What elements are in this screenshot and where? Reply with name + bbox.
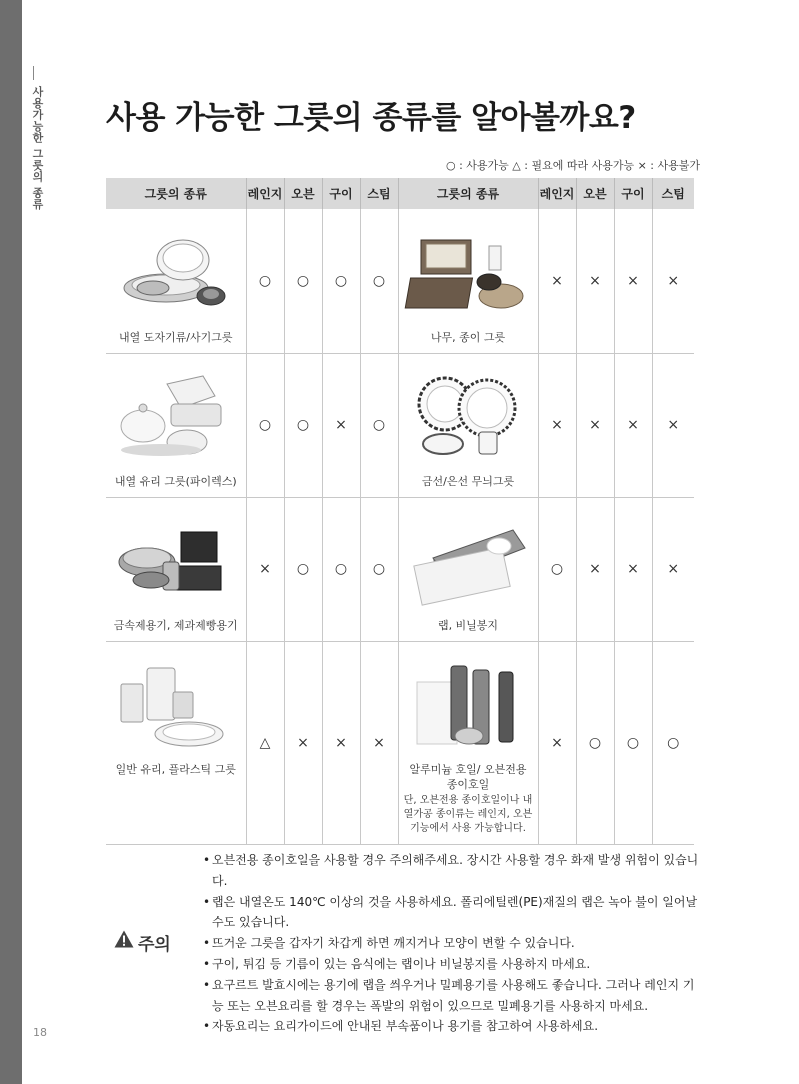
oven-mark: × xyxy=(284,641,322,844)
steam-mark: × xyxy=(652,353,694,497)
warning-triangle-icon xyxy=(114,930,134,948)
grill-mark: × xyxy=(322,641,360,844)
range-mark: ○ xyxy=(246,353,284,497)
grill-mark: ○ xyxy=(322,497,360,641)
grill-mark: × xyxy=(322,353,360,497)
column-header: 오븐 xyxy=(576,178,614,209)
glass-plastic-containers-image xyxy=(111,662,241,752)
column-header: 스팀 xyxy=(360,178,398,209)
item-note: 단, 오븐전용 종이호일이나 내열가공 종이류는 레인지, 오븐 기능에서 사용 가능합니다. xyxy=(403,794,533,834)
range-mark: ○ xyxy=(246,209,284,353)
item-name: 내열 유리 그릇(파이렉스) xyxy=(114,474,237,488)
column-header: 그릇의 종류 xyxy=(398,178,538,209)
wrap-vinyl-bag-image xyxy=(403,518,533,608)
side-tab-bar xyxy=(0,0,22,1084)
side-divider xyxy=(33,66,34,80)
column-header: 오븐 xyxy=(284,178,322,209)
table-row xyxy=(106,353,694,497)
oven-mark: ○ xyxy=(576,641,614,844)
column-header: 구이 xyxy=(614,178,652,209)
column-header: 스팀 xyxy=(652,178,694,209)
item-cell xyxy=(398,497,538,641)
steam-mark: ○ xyxy=(360,497,398,641)
grill-mark: ○ xyxy=(322,209,360,353)
column-header: 레인지 xyxy=(246,178,284,209)
foil-paper-image xyxy=(403,662,533,752)
oven-mark: × xyxy=(576,353,614,497)
caution-label: 주의 xyxy=(138,935,171,955)
steam-mark: ○ xyxy=(652,641,694,844)
range-mark: × xyxy=(246,497,284,641)
grill-mark: × xyxy=(614,497,652,641)
grill-mark: × xyxy=(614,209,652,353)
caution-note: • 구이, 튀김 등 기름이 있는 음식에는 랩이나 비닐봉지를 사용하지 마세요. xyxy=(203,954,703,975)
grill-mark: × xyxy=(614,353,652,497)
steam-mark: × xyxy=(652,497,694,641)
page-title: 사용 가능한 그릇의 종류를 알아볼까요? xyxy=(106,100,636,136)
caution-notes xyxy=(203,850,703,1037)
steam-mark: × xyxy=(652,209,694,353)
item-cell xyxy=(398,209,538,353)
table-row xyxy=(106,497,694,641)
item-cell xyxy=(398,353,538,497)
caution-note: • 요구르트 발효시에는 용기에 랩을 씌우거나 밀폐용기를 사용해도 좋습니다. 그러나 레인지 기능 또는 오븐요리를 할 경우는 폭발의 위험이 있으므로 밀폐용기를 사용하지 마세요. xyxy=(203,975,703,1017)
table-row xyxy=(106,641,694,844)
steam-mark: ○ xyxy=(360,209,398,353)
column-header: 그릇의 종류 xyxy=(106,178,246,209)
grill-mark: ○ xyxy=(614,641,652,844)
wood-paper-dishes-image xyxy=(403,230,533,320)
item-name: 랩, 비닐봉지 xyxy=(437,618,499,632)
item-cell xyxy=(106,209,246,353)
range-mark: × xyxy=(538,353,576,497)
item-cell xyxy=(398,641,538,844)
column-header: 레인지 xyxy=(538,178,576,209)
item-name: 일반 유리, 플라스틱 그릇 xyxy=(115,762,236,776)
item-name: 금선/은선 무늬그릇 xyxy=(421,474,515,488)
ceramic-dishes-image xyxy=(111,230,241,320)
cookware-compatibility-table xyxy=(106,178,694,845)
range-mark: △ xyxy=(246,641,284,844)
metal-bakeware-image xyxy=(111,518,241,608)
oven-mark: ○ xyxy=(284,497,322,641)
item-name: 알루미늄 호일/ 오븐전용 종이호일 xyxy=(409,762,527,791)
range-mark: × xyxy=(538,209,576,353)
oven-mark: ○ xyxy=(284,353,322,497)
range-mark: ○ xyxy=(538,497,576,641)
range-mark: × xyxy=(538,641,576,844)
section-label: 사용가능한 그릇의 종류 xyxy=(31,86,44,210)
item-name: 금속제용기, 제과제빵용기 xyxy=(113,618,238,632)
caution-note: • 자동요리는 요리가이드에 안내된 부속품이나 용기를 참고하여 사용하세요. xyxy=(203,1016,703,1037)
item-name: 나무, 종이 그릇 xyxy=(430,330,506,344)
item-cell xyxy=(106,353,246,497)
steam-mark: ○ xyxy=(360,353,398,497)
oven-mark: ○ xyxy=(284,209,322,353)
item-cell xyxy=(106,497,246,641)
gold-silver-rim-dishes-image xyxy=(403,374,533,464)
item-name: 내열 도자기류/사기그릇 xyxy=(119,330,233,344)
oven-mark: × xyxy=(576,497,614,641)
column-header: 구이 xyxy=(322,178,360,209)
oven-mark: × xyxy=(576,209,614,353)
caution-note: • 오븐전용 종이호일을 사용할 경우 주의해주세요. 장시간 사용할 경우 화재 발생 위험이 있습니다. xyxy=(203,850,703,892)
steam-mark: × xyxy=(360,641,398,844)
page-number: 18 xyxy=(33,1026,47,1039)
table-header-row xyxy=(106,178,694,209)
symbol-legend: ○ : 사용가능 △ : 필요에 따라 사용가능 × : 사용불가 xyxy=(446,159,700,172)
pyrex-glass-dishes-image xyxy=(111,374,241,464)
table-row xyxy=(106,209,694,353)
caution-note: • 랩은 내열온도 140℃ 이상의 것을 사용하세요. 폴리에틸렌(PE)재질의 랩은 녹아 불이 일어날 수도 있습니다. xyxy=(203,892,703,934)
item-cell xyxy=(106,641,246,844)
caution-note: • 뜨거운 그릇을 갑자기 차갑게 하면 깨지거나 모양이 변할 수 있습니다. xyxy=(203,933,703,954)
